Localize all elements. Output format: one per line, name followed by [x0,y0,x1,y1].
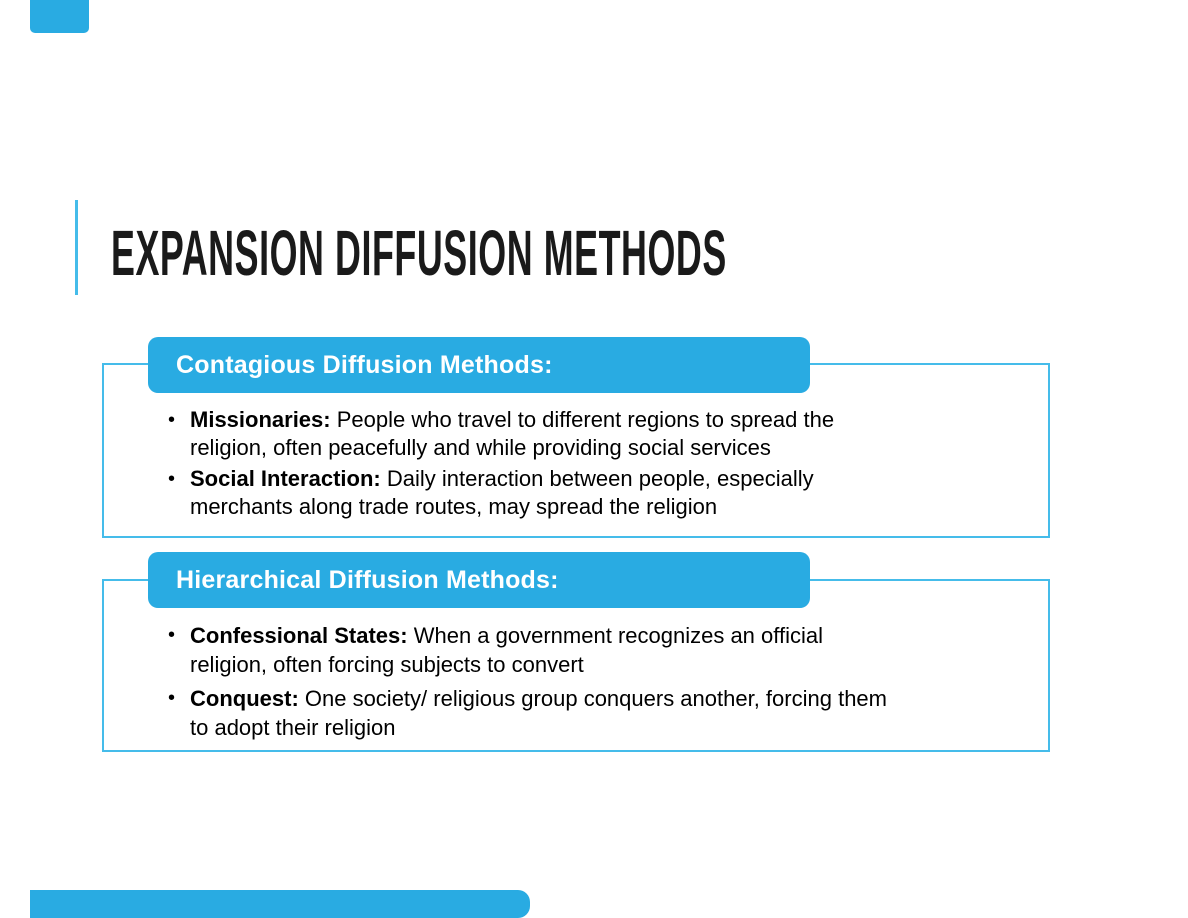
bullet-text [190,406,834,462]
bullet-text [190,621,823,679]
bullet-lead: Confessional States: [190,623,408,648]
list-item [168,465,978,521]
bullet-list-contagious [168,406,978,521]
bottom-accent-bar [30,890,530,918]
bullet-line1: One society/ religious group conquers another, forcing them [298,686,887,711]
bullet-line1: Daily interaction between people, especially [380,466,814,491]
callout-contagious [148,337,810,393]
callout-contagious-label: Contagious Diffusion Methods: [176,350,553,379]
bullet-line2: religion, often forcing subjects to convert [190,652,584,677]
bullet-lead: Social Interaction: [190,466,381,491]
bullet-list-hierarchical [168,621,978,742]
title-accent-rule [75,200,78,295]
page-title: EXPANSION DIFFUSION METHODS [111,217,727,289]
bullet-icon: • [168,624,176,646]
list-item [168,684,978,742]
bullet-icon: • [168,409,176,431]
bullet-lead: Missionaries: [190,407,331,432]
bullet-line1: When a government recognizes an official [407,623,823,648]
bullet-text [190,465,814,521]
list-item [168,621,978,679]
bullet-line2: merchants along trade routes, may spread the religion [190,494,718,519]
bullet-line1: People who travel to different regions to spread the [330,407,835,432]
bullet-icon: • [168,468,176,490]
callout-hierarchical-label: Hierarchical Diffusion Methods: [176,565,559,594]
bullet-line2: religion, often peacefully and while providing social services [190,435,771,460]
bullet-lead: Conquest: [190,686,299,711]
top-accent-bar [30,0,89,33]
list-item [168,406,978,462]
bullet-icon: • [168,687,176,709]
bullet-line2: to adopt their religion [190,715,396,740]
callout-hierarchical [148,552,810,608]
bullet-text [190,684,887,742]
